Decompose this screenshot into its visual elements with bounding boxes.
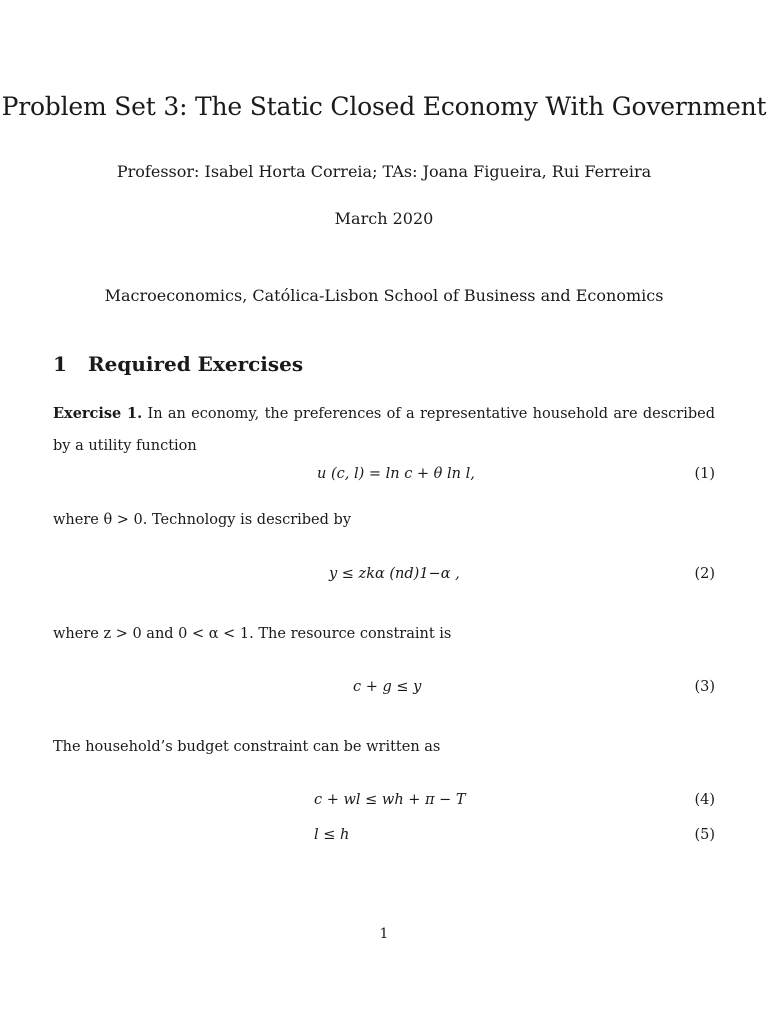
equation-1 (53, 466, 715, 488)
equation-4-number: (4) (694, 792, 715, 808)
equation-5-number: (5) (694, 827, 715, 843)
equation-4 (53, 792, 715, 814)
authors-line: Professor: Isabel Horta Correia; TAs: Joana Figueira, Rui Ferreira (116, 162, 652, 181)
paragraph-resource-constraint: where z > 0 and 0 < α < 1. The resource constraint is (53, 626, 452, 642)
paper-title: Problem Set 3: The Static Closed Economy With Government (1, 92, 767, 121)
paragraph-budget-constraint: The household’s budget constraint can be written as (53, 739, 441, 755)
equation-2 (53, 566, 715, 588)
equation-2-number: (2) (694, 566, 715, 582)
equation-2-math: y ≤ zkα (nd)1−α , (329, 566, 460, 582)
equation-3-math: c + g ≤ y (353, 679, 422, 695)
equation-3-number: (3) (694, 679, 715, 695)
equation-3 (53, 679, 715, 701)
section-number: 1 (53, 352, 67, 376)
section-heading (53, 352, 303, 376)
page-number: 1 (379, 926, 389, 942)
equation-5 (53, 827, 715, 849)
exercise-label: Exercise 1. (53, 405, 143, 422)
section-title: Required Exercises (88, 352, 304, 376)
date-line: March 2020 (334, 209, 434, 228)
affiliation-line: Macroeconomics, Católica-Lisbon School of Business and Economics (104, 286, 664, 305)
exercise-intro-paragraph (53, 398, 715, 462)
equation-1-number: (1) (694, 466, 715, 482)
equation-1-math: u (c, l) = ln c + θ ln l, (317, 466, 475, 482)
exercise-intro-text: In an economy, the preferences of a representative household are described by a utility function (53, 406, 715, 454)
paragraph-technology: where θ > 0. Technology is described by (53, 512, 352, 528)
equation-4-math: c + wl ≤ wh + π − T (314, 792, 466, 808)
equation-5-math: l ≤ h (314, 827, 350, 843)
